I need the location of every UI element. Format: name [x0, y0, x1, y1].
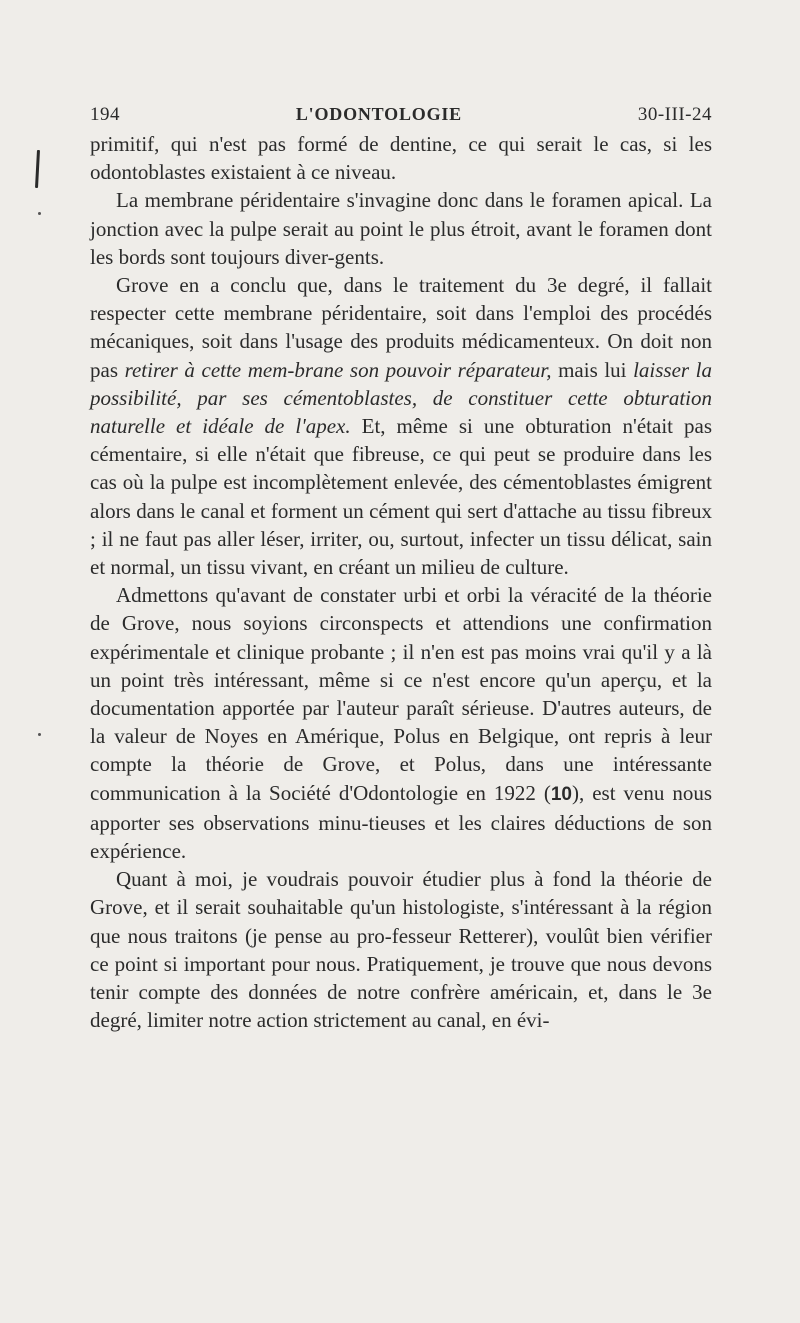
paragraph-text: Quant à moi, je voudrais pouvoir étudier plus à fond la théorie de Grove, et il serait souhaitable qu'un histologiste, s'intéressant à la région que nous traitons (je pense au pro-fesseur Retterer), voulût bien vérifier ce point si important pour nous. Pratiquement, je trouve que nous devons tenir compte des données de notre confrère américain, et, dans le 3e degré, limiter notre action strictement au canal, en évi- — [90, 867, 712, 1033]
body-text — [90, 130, 712, 1035]
paragraph-text: Et, même si une obturation n'était pas cémentaire, si elle n'était que fibreuse, ce qui peut se produire dans les cas où la pulpe est incomplètement enlevée, des cémentoblastes émigrent alors dans le canal et forment un cément qui sert d'attache au tissu fibreux ; il ne faut pas aller léser, irriter, ou, surtout, infecter un tissu délicat, sain et normal, un tissu vivant, en créant un milieu de culture. — [90, 414, 712, 580]
paragraph-text: Admettons qu'avant de constater urbi et orbi la véracité de la théorie de Grove, nous soyions circonspects et attendions une confirmation expérimentale et clinique probante ; il n'en est pas moins vrai qu'il y a là un point très intéressant, même si ce n'est encore qu'un aperçu, et la documentation apportée par l'auteur paraît sérieuse. D'autres auteurs, de la valeur de Noyes en Amérique, Polus en Belgique, ont repris à leur compte la théorie de Grove, et Polus, dans une intéressante communication à la Société d'Odontologie en 1922 ( — [90, 583, 712, 805]
paragraph — [90, 271, 712, 581]
paragraph-text: Grove en a conclu que, dans le traitement du 3e degré, il fallait respecter cette membrane péridentaire, soit dans l'emploi des procédés mécaniques, soit dans l'usage des produits médicamenteux. On doit non pas — [90, 273, 712, 382]
reference-number: 10 — [550, 783, 572, 805]
margin-dot — [38, 733, 41, 736]
italic-text: retirer à cette mem-brane son pouvoir réparateur, — [124, 357, 552, 382]
paragraph — [90, 581, 712, 865]
paragraph-text: primitif, qui n'est pas formé de dentine, ce qui serait le cas, si les odontoblastes existaient à ce niveau. — [90, 132, 712, 185]
margin-pencil-mark — [35, 150, 40, 188]
journal-title: L'ODONTOLOGIE — [295, 104, 462, 124]
paragraph — [90, 865, 712, 1034]
paragraph-text: mais lui — [551, 357, 634, 382]
page-number: 194 — [90, 104, 120, 125]
italic-text: laisser la possibilité, par ses cémentoblastes, de constituer cette obturation naturelle et idéale de l'apex. — [90, 357, 712, 439]
paragraph-text: ), est venu nous apporter ses observations minu-tieuses et les claires déductions de son expérience. — [90, 780, 712, 864]
paragraph — [90, 130, 712, 186]
issue-date: 30-III-24 — [637, 104, 712, 125]
paragraph-text: La membrane péridentaire s'invagine donc dans le foramen apical. La jonction avec la pulpe serait au point le plus étroit, avant le foramen dont les bords sont toujours diver-gents. — [90, 188, 712, 269]
running-head — [90, 104, 712, 126]
margin-dot — [38, 212, 41, 215]
book-page — [90, 104, 712, 1035]
paragraph — [90, 186, 712, 271]
